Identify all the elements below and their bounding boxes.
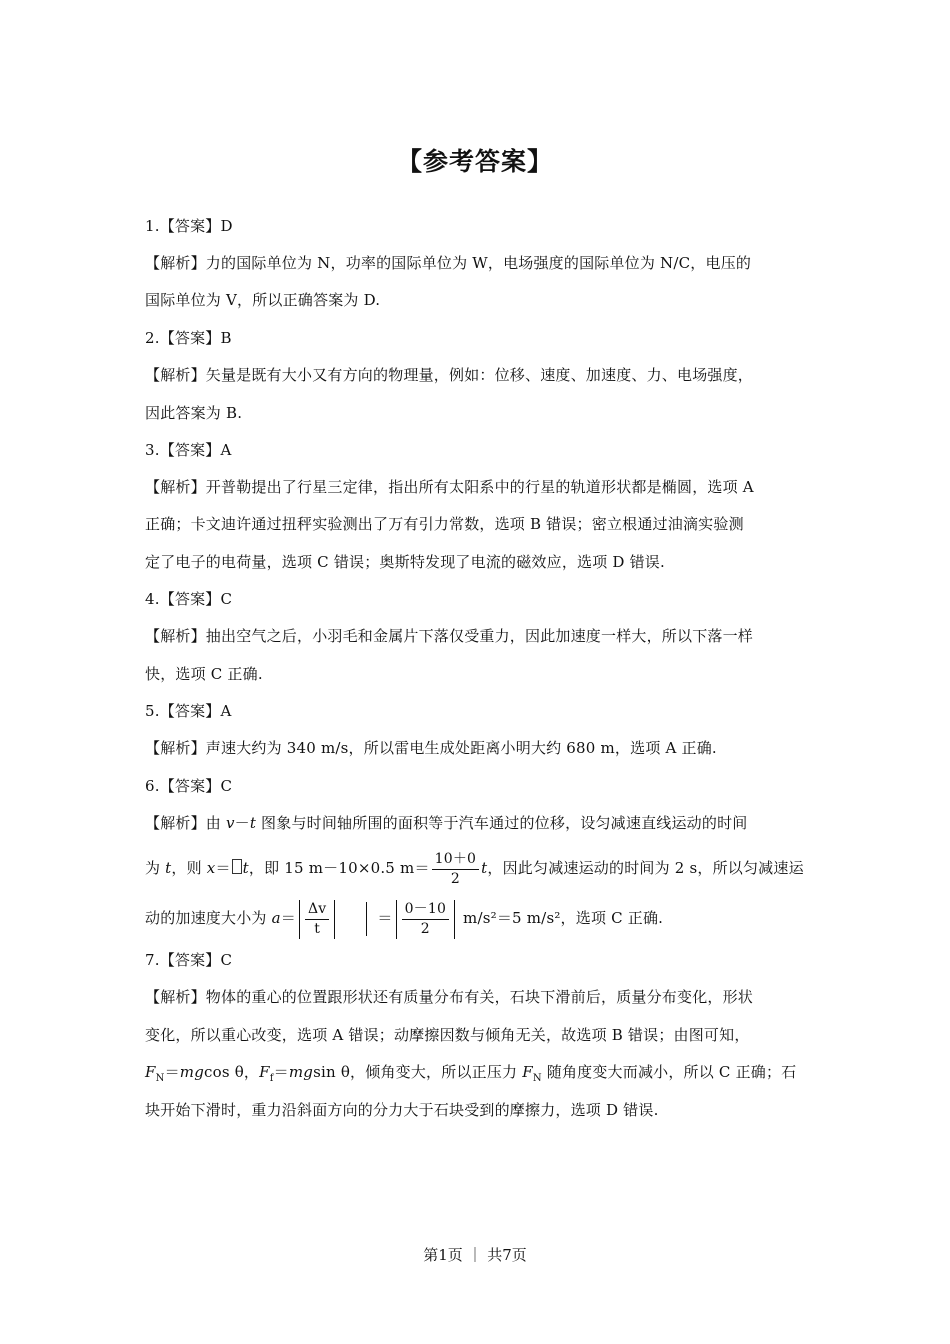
q7-sub-f: f [269, 1073, 274, 1084]
fraction-denominator: t [314, 920, 321, 937]
q6-text: － [234, 814, 250, 832]
q6-text: m/s²＝5 m/s²，选项 C 正确. [458, 909, 664, 927]
q6-explanation-line3 [145, 897, 825, 939]
q3-explanation-line2: 正确；卡文迪许通过扭秤实验测出了万有引力常数，选项 B 错误；密立根通过油滴实验测 [145, 515, 744, 533]
q2-explanation-line2: 因此答案为 B. [145, 404, 243, 422]
q7-explanation-line4: 块开始下滑时，重力沿斜面方向的分力大于石块受到的摩擦力，选项 D 错误. [145, 1101, 659, 1119]
q6-explanation-line1 [145, 813, 825, 833]
fraction-numerator: 10＋0 [432, 850, 480, 870]
q6-var-x: x [206, 859, 216, 877]
q7-explanation-line2: 变化，所以重心改变，选项 A 错误；动摩擦因数与倾角无关，故选项 B 错误；由图可知， [145, 1026, 750, 1044]
q6-var-a: a [271, 909, 281, 927]
q6-text: ，即 15 m－10×0.5 m＝ [248, 859, 430, 877]
q6-text: 为 [145, 859, 166, 877]
q7-explanation-line3 [145, 1062, 825, 1082]
q7-explanation-line1: 【解析】物体的重心的位置跟形状还有质量分布有关，石块下滑前后，质量分布变化，形状 [145, 988, 754, 1006]
q6-answer: 6.【答案】C [145, 777, 233, 795]
q6-var-v: v [225, 814, 235, 832]
q7-sub-N: N [532, 1073, 542, 1084]
q7-text: sin θ，倾角变大，所以正压力 [313, 1063, 523, 1081]
absolute-value [299, 900, 335, 939]
q6-var-t: t [242, 859, 249, 877]
page-footer: 第1页 ｜ 共7页 [423, 1246, 527, 1264]
q6-text: ＝ [215, 859, 231, 877]
q7-answer: 7.【答案】C [145, 951, 233, 969]
q7-text: ＝ [273, 1063, 289, 1081]
q6-var-t: t [481, 859, 488, 877]
q7-var-F: F [259, 1063, 270, 1081]
q4-explanation-line2: 快，选项 C 正确. [145, 665, 263, 683]
q7-var-F: F [145, 1063, 156, 1081]
q7-var-mg: mg [179, 1063, 204, 1081]
q1-explanation-line1: 【解析】力的国际单位为 N，功率的国际单位为 W，电场强度的国际单位为 N/C，电压的 [145, 254, 752, 272]
q6-var-t: t [249, 814, 257, 832]
q6-text: ＝ [280, 909, 296, 927]
fraction-denominator: 2 [450, 870, 460, 887]
q1-explanation-line2: 国际单位为 V，所以正确答案为 D. [145, 291, 381, 309]
q3-answer: 3.【答案】A [145, 441, 232, 459]
q6-var-t: t [165, 859, 172, 877]
q7-var-mg: mg [288, 1063, 314, 1081]
q5-explanation-line1: 【解析】声速大约为 340 m/s，所以雷电生成处距离小明大约 680 m，选项 A 正确. [145, 739, 717, 757]
q6-text: 动的加速度大小为 [145, 909, 272, 927]
fraction [432, 850, 480, 889]
q7-text: cos θ， [204, 1063, 260, 1081]
q7-text: ＝ [164, 1063, 180, 1081]
fraction-numerator: Δv [305, 900, 329, 920]
q7-var-F: F [522, 1063, 533, 1081]
q6-text: 图象与时间轴所围的面积等于汽车通过的位移，设匀减速直线运动的时间 [256, 814, 748, 832]
q2-answer: 2.【答案】B [145, 329, 232, 347]
page-title: 【参考答案】 [396, 147, 553, 176]
q6-text: 【解析】由 [145, 814, 226, 832]
fraction-denominator: 2 [420, 920, 430, 937]
q3-explanation-line1: 【解析】开普勒提出了行星三定律，指出所有太阳系中的行星的轨道形状都是椭圆，选项 A [145, 478, 754, 496]
fraction [305, 900, 329, 939]
absolute-value [396, 900, 456, 939]
q2-explanation-line1: 【解析】矢量是既有大小又有方向的物理量，例如：位移、速度、加速度、力、电场强度， [145, 366, 754, 384]
missing-glyph-icon [232, 859, 242, 874]
q6-text: ，则 [171, 859, 207, 877]
q3-explanation-line3: 定了电子的电荷量，选项 C 错误；奥斯特发现了电流的磁效应，选项 D 错误. [145, 553, 665, 571]
q5-answer: 5.【答案】A [145, 702, 232, 720]
q6-explanation-line2 [145, 848, 825, 888]
q7-text: 随角度变大而减小，所以 C 正确；石 [541, 1063, 797, 1081]
fraction [402, 900, 450, 939]
fraction-numerator: 0－10 [402, 900, 450, 920]
q4-explanation-line1: 【解析】抽出空气之后，小羽毛和金属片下落仅受重力，因此加速度一样大，所以下落一样 [145, 627, 754, 645]
q1-answer: 1.【答案】D [145, 217, 233, 235]
q6-text: ＝ [377, 909, 393, 927]
q7-sub-N: N [155, 1073, 165, 1084]
absolute-value-bar [366, 902, 377, 936]
q4-answer: 4.【答案】C [145, 590, 233, 608]
q6-text: ，因此匀减速运动的时间为 2 s，所以匀减速运 [487, 859, 804, 877]
